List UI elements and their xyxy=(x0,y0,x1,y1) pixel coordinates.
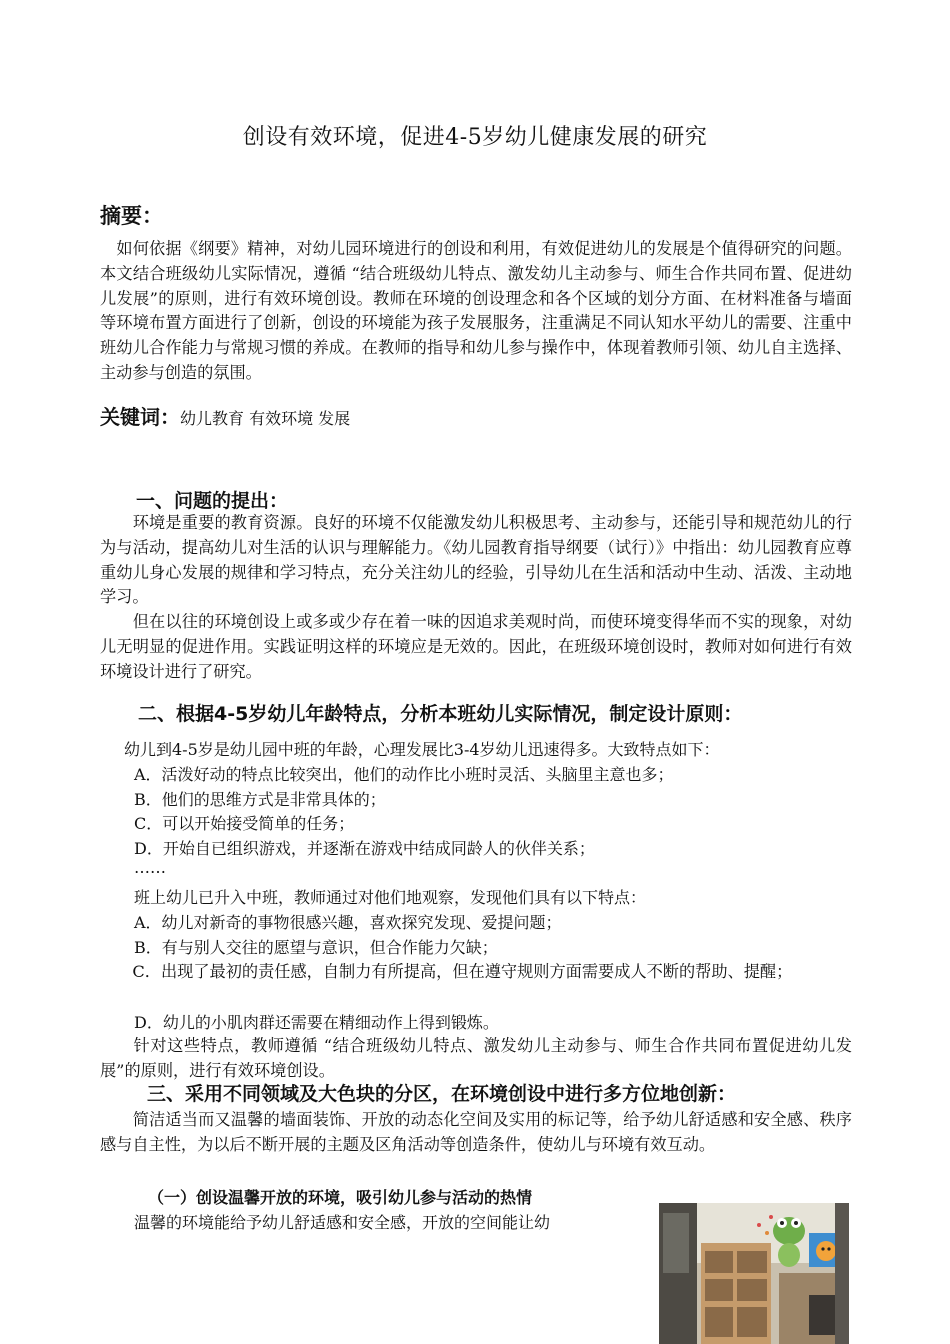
section1-paragraph-2: 但在以往的环境创设上或多或少存在着一味的因追求美观时尚，而使环境变得华而不实的现象，对幼儿无明显的促进作用。实践证明这样的环境应是无效的。因此，在班级环境创设时，教师对如何进行有效环境设计进行了研究。 xyxy=(100,612,852,681)
list-item: D．开始自已组织游戏，并逐渐在游戏中结成同龄人的伙伴关系； xyxy=(134,839,595,858)
section1-paragraph-1: 环境是重要的教育资源。良好的环境不仅能激发幼儿积极思考、主动参与，还能引导和规范幼儿的行为与活动，提高幼儿对生活的认识与理解能力。《幼儿园教育指导纲要（试行）》中指出：幼儿园教育应尊重幼儿身心发展的规律和学习特点，充分关注幼儿的经验，引导幼儿在生活和活动中生动、活泼、主动地学习。 xyxy=(100,513,852,607)
list-item: A．幼儿对新奇的事物很感兴趣，喜欢探究发现、爱提问题； xyxy=(134,913,562,932)
classroom-photo xyxy=(659,1203,849,1344)
list-item: C．可以开始接受简单的任务； xyxy=(134,814,355,833)
keywords-line xyxy=(100,401,350,430)
list-item: …… xyxy=(134,858,166,877)
list-item: B．有与别人交往的愿望与意识，但合作能力欠缺； xyxy=(134,938,498,957)
subsection-heading: （一）创设温馨开放的环境，吸引幼儿参与活动的热情 xyxy=(148,1188,533,1207)
subsection-paragraph: 温馨的环境能给予幼儿舒适感和安全感，开放的空间能让幼 xyxy=(134,1213,551,1232)
keywords-value: 幼儿教育 有效环境 发展 xyxy=(180,409,351,428)
document-title: 创设有效环境，促进4-5岁幼儿健康发展的研究 xyxy=(242,125,708,150)
abstract-heading: 摘要： xyxy=(100,204,163,228)
section2-conclusion: 针对这些特点，教师遵循 “结合班级幼儿特点、激发幼儿主动参与、师生合作共同布置促进幼儿发展”的原则，进行有效环境创设。 xyxy=(100,1036,852,1080)
list-item: B．他们的思维方式是非常具体的； xyxy=(134,790,386,809)
list-item-d: D．幼儿的小肌肉群还需要在精细动作上得到锻炼。 xyxy=(134,1013,499,1032)
list-item-c: C．出现了最初的责任感，自制力有所提高，但在遵守规则方面需要成人不断的帮助、提醒； xyxy=(100,962,793,981)
section3-heading: 三、采用不同领域及大色块的分区，在环境创设中进行多方位地创新： xyxy=(147,1083,737,1105)
observation-intro: 班上幼儿已升入中班，教师通过对他们地观察，发现他们具有以下特点： xyxy=(134,888,647,907)
keywords-label: 关键词： xyxy=(100,405,180,429)
section2-heading: 二、根据4-5岁幼儿年龄特点，分析本班幼儿实际情况，制定设计原则： xyxy=(138,703,743,725)
section2-intro: 幼儿到4-5岁是幼儿园中班的年龄，心理发展比3-4岁幼儿迅速得多。大致特点如下： xyxy=(124,740,720,759)
list-item: A．活泼好动的特点比较突出，他们的动作比小班时灵活、头脑里主意也多； xyxy=(134,765,674,784)
section3-paragraph-1: 简洁适当而又温馨的墙面装饰、开放的动态化空间及实用的标记等，给予幼儿舒适感和安全感、秩序感与自主性，为以后不断开展的主题及区角活动等创造条件，使幼儿与环境有效互动。 xyxy=(100,1110,852,1154)
section1-heading: 一、问题的提出： xyxy=(136,490,289,512)
abstract-body: 如何依据《纲要》精神，对幼儿园环境进行的创设和利用，有效促进幼儿的发展是个值得研究的问题。本文结合班级幼儿实际情况，遵循 “结合班级幼儿特点、激发幼儿主动参与、师生合作共同布置、促进幼儿发展”的原则，进行有效环境创设。教师在环境的创设理念和各个区域的划分方面、在材料准备与墙面等环境布置方面进行了创新，创设的环境能为孩子发展服务，注重满足不同认知水平幼儿的需要、注重中班幼儿合作能力与常规习惯的养成。在教师的指导和幼儿参与操作中，体现着教师引领、幼儿自主选择、主动参与创造的氛围。 xyxy=(100,239,852,382)
